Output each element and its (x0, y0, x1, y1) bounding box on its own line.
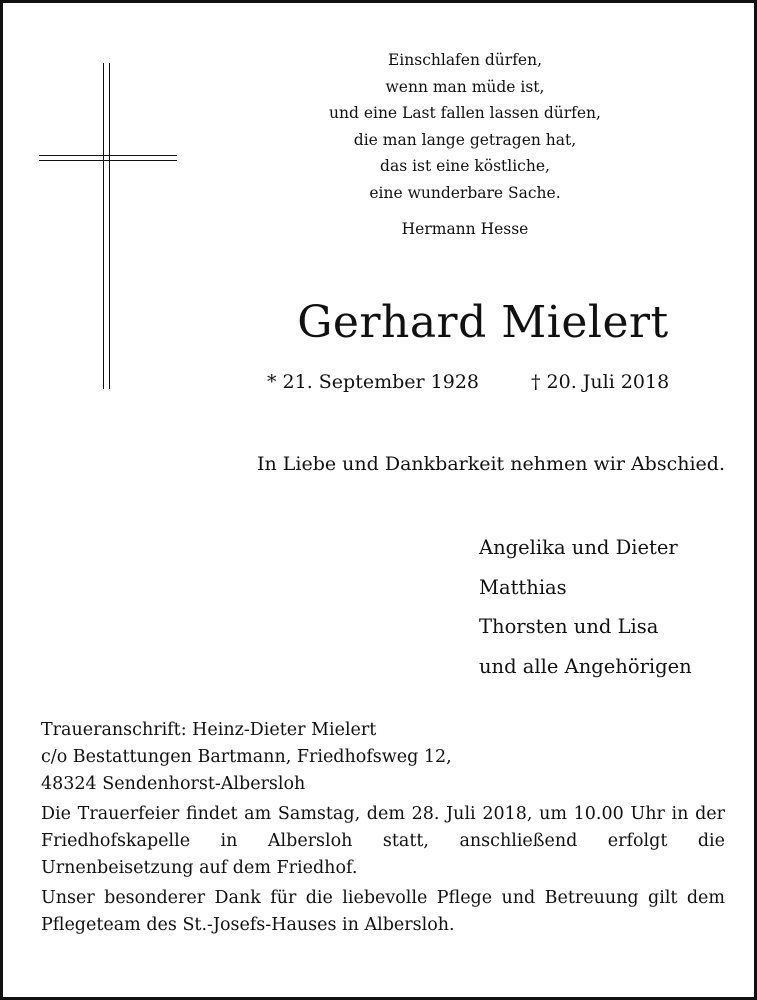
farewell-text: In Liebe und Dankbarkeit nehmen wir Abschied. (257, 453, 725, 475)
poem-line: eine wunderbare Sache. (369, 183, 561, 202)
thanks-text: Unser besonderer Dank für die liebevolle Pflege und Betreuung gilt dem Pflegeteam des St.-Josefs-Hauses in Albersloh. (41, 888, 725, 935)
family-list (479, 528, 692, 686)
address-line: 48324 Sendenhorst-Albersloh (41, 774, 306, 794)
address-line: Traueranschrift: Heinz-Dieter Mielert (41, 720, 377, 740)
poem-line: und eine Last fallen lassen dürfen, (329, 104, 601, 122)
poem-line: wenn man müde ist, (385, 77, 545, 96)
poem (265, 47, 665, 243)
poem-line: Einschlafen dürfen, (387, 51, 543, 69)
details-section (41, 717, 725, 939)
poem-author: Hermann Hesse (401, 220, 529, 238)
family-member: Matthias (479, 575, 567, 599)
death-date: † 20. Juli 2018 (531, 371, 670, 393)
poem-line: die man lange getragen hat, (353, 130, 577, 149)
family-member: und alle Angehörigen (479, 654, 692, 678)
poem-line: das ist eine köstliche, (380, 157, 550, 175)
family-member: Thorsten und Lisa (479, 615, 659, 638)
cross-icon (39, 63, 177, 389)
ceremony-text: Die Trauerfeier findet am Samstag, dem 28. Juli 2018, um 10.00 Uhr in der Friedhofskapelle in Albersloh statt, anschließend erfolgt die Urnenbeisetzung auf dem Friedhof. (41, 804, 725, 878)
birth-date: * 21. September 1928 (267, 371, 479, 393)
deceased-name: Gerhard Mielert (297, 297, 669, 348)
address-line: c/o Bestattungen Bartmann, Friedhofsweg 12, (41, 747, 452, 767)
family-member: Angelika und Dieter (479, 536, 678, 559)
